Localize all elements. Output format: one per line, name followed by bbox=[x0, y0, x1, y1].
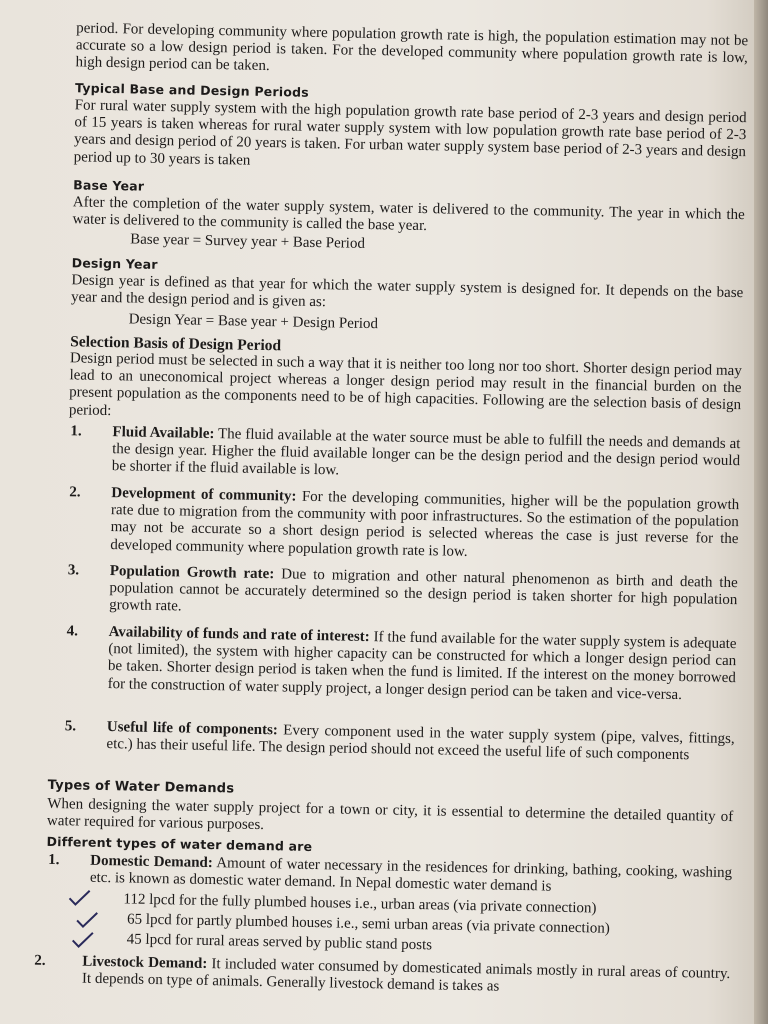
list-number: 5. bbox=[64, 718, 77, 735]
heading-demand-types: Different types of water demand are bbox=[46, 833, 313, 854]
list-number: 2. bbox=[34, 952, 46, 969]
domestic-demand-lead: Domestic Demand: bbox=[90, 852, 213, 872]
list-item-population-growth-rate bbox=[109, 563, 738, 627]
list-item-lead: Availability of funds and rate of interest: bbox=[108, 624, 370, 646]
list-number: 1. bbox=[70, 423, 82, 440]
design-year-paragraph: Design year is defined as that year for which the water supply system is designed for. It depends on the base year and the design period and is given as: bbox=[70, 272, 744, 311]
base-year-paragraph: After the completion of the water supply system, water is delivered to the community. The year in which the water is delivered to the community is called the base year. bbox=[72, 194, 745, 235]
heading-design-year: Design Year bbox=[71, 255, 158, 272]
list-item-text: The fluid available at the water source must be able to fulfill the needs and demands at the design year. Higher the fluid available longer can be the design period and the design period would be shorter if the fluid available is low. bbox=[111, 426, 741, 479]
list-item-useful-life bbox=[106, 719, 735, 765]
list-item-lead: Fluid Available: bbox=[112, 424, 215, 443]
list-item-text: For the developing communities, higher will be the population growth rate due to migration from the community with poor infrastructures. So the estimation of the population may not be accurate so a short design period is selected whereas the case is just reverse for the developed community where population growth rate is low. bbox=[110, 488, 740, 560]
lpcd-line: 65 lpcd for partly plumbed houses i.e., semi urban areas (via private connection) bbox=[126, 911, 610, 937]
list-item-text: Due to migration and other natural phenomenon as birth and death the population cannot be accurately determined so the design period is taken shorter for high population growth rate. bbox=[109, 566, 738, 615]
hand-drawn-checkmark-icon bbox=[75, 910, 99, 928]
hand-drawn-checkmark-icon bbox=[67, 888, 91, 906]
list-number: 1. bbox=[48, 851, 60, 869]
list-item-text: Every component used in the water supply system (pipe, valves, fittings, etc.) has their useful life. The design period should not exceed the useful life of such components bbox=[106, 722, 735, 764]
list-item-fluid-available bbox=[112, 424, 741, 488]
hand-drawn-checkmark-icon bbox=[71, 930, 95, 948]
heading-typical-periods: Typical Base and Design Periods bbox=[74, 80, 309, 100]
list-number: 4. bbox=[66, 623, 79, 640]
list-item-lead: Population Growth rate: bbox=[109, 563, 275, 583]
lpcd-line: 112 lpcd for the fully plumbed houses i.e., urban areas (via private connection) bbox=[123, 891, 597, 917]
water-demands-paragraph: When designing the water supply project for a town or city, it is essential to determine the detailed quantity of water required for various purposes. bbox=[46, 795, 734, 834]
list-number: 2. bbox=[69, 484, 81, 501]
selection-paragraph: Design period must be selected in such a way that it is neither too long nor too short. Shorter design period may lead to an uneconomical project whereas a longer design period may result in the financial burden on the present population as the components need to be of high capacities. Following are the selection basis of design period: bbox=[68, 350, 742, 419]
list-item-text: If the fund available for the water supply system is adequate (not limited), the system with higher capacity can be constructed for which a longer design period can be taken. Shorter design period is taken when the fund is limited. If the interest on the money borrowed for the construction of water supply project, a longer design period can be taken and vice-versa. bbox=[107, 629, 737, 703]
list-item-lead: Useful life of components: bbox=[106, 719, 279, 739]
design-year-formula: Design Year = Base year + Design Period bbox=[128, 311, 379, 333]
base-year-formula: Base year = Survey year + Base Period bbox=[130, 231, 366, 252]
list-item-development-of-community bbox=[110, 485, 739, 566]
list-number: 3. bbox=[67, 562, 80, 579]
heading-selection-basis: Selection Basis of Design Period bbox=[70, 333, 282, 355]
list-item-lead: Development of community: bbox=[111, 485, 297, 505]
typical-periods-paragraph: For rural water supply system with the high population growth rate base period of 2-3 years and design period of 15 years is taken whereas for rural water supply system with low population growth rate base period of 2-3 years and design period of 20 years is taken. For urban water supply system base period of 2-3 years and design period up to 30 years is taken bbox=[73, 97, 747, 169]
heading-water-demands: Types of Water Demands bbox=[47, 777, 235, 797]
intro-paragraph: period. For developing community where population growth rate is high, the population estimation may not be accurate so a low design period is taken. For the developed community where population growth rate is low, high design period can be taken. bbox=[75, 20, 749, 75]
livestock-demand-item bbox=[82, 954, 731, 1001]
domestic-demand-text: Amount of water necessary in the residences for drinking, bathing, cooking, washing etc. is known as domestic water demand. In Nepal domestic water demand is bbox=[89, 855, 733, 895]
heading-base-year: Base Year bbox=[73, 177, 145, 194]
livestock-demand-text: It included water consumed by domesticated animals mostly in rural areas of country. It depends on type of animals. Generally livestock demand is takes as bbox=[81, 955, 731, 995]
list-item-funds-and-interest bbox=[107, 624, 736, 705]
lpcd-line: 45 lpcd for rural areas served by public stand posts bbox=[126, 931, 433, 954]
livestock-demand-lead: Livestock Demand: bbox=[82, 953, 208, 972]
